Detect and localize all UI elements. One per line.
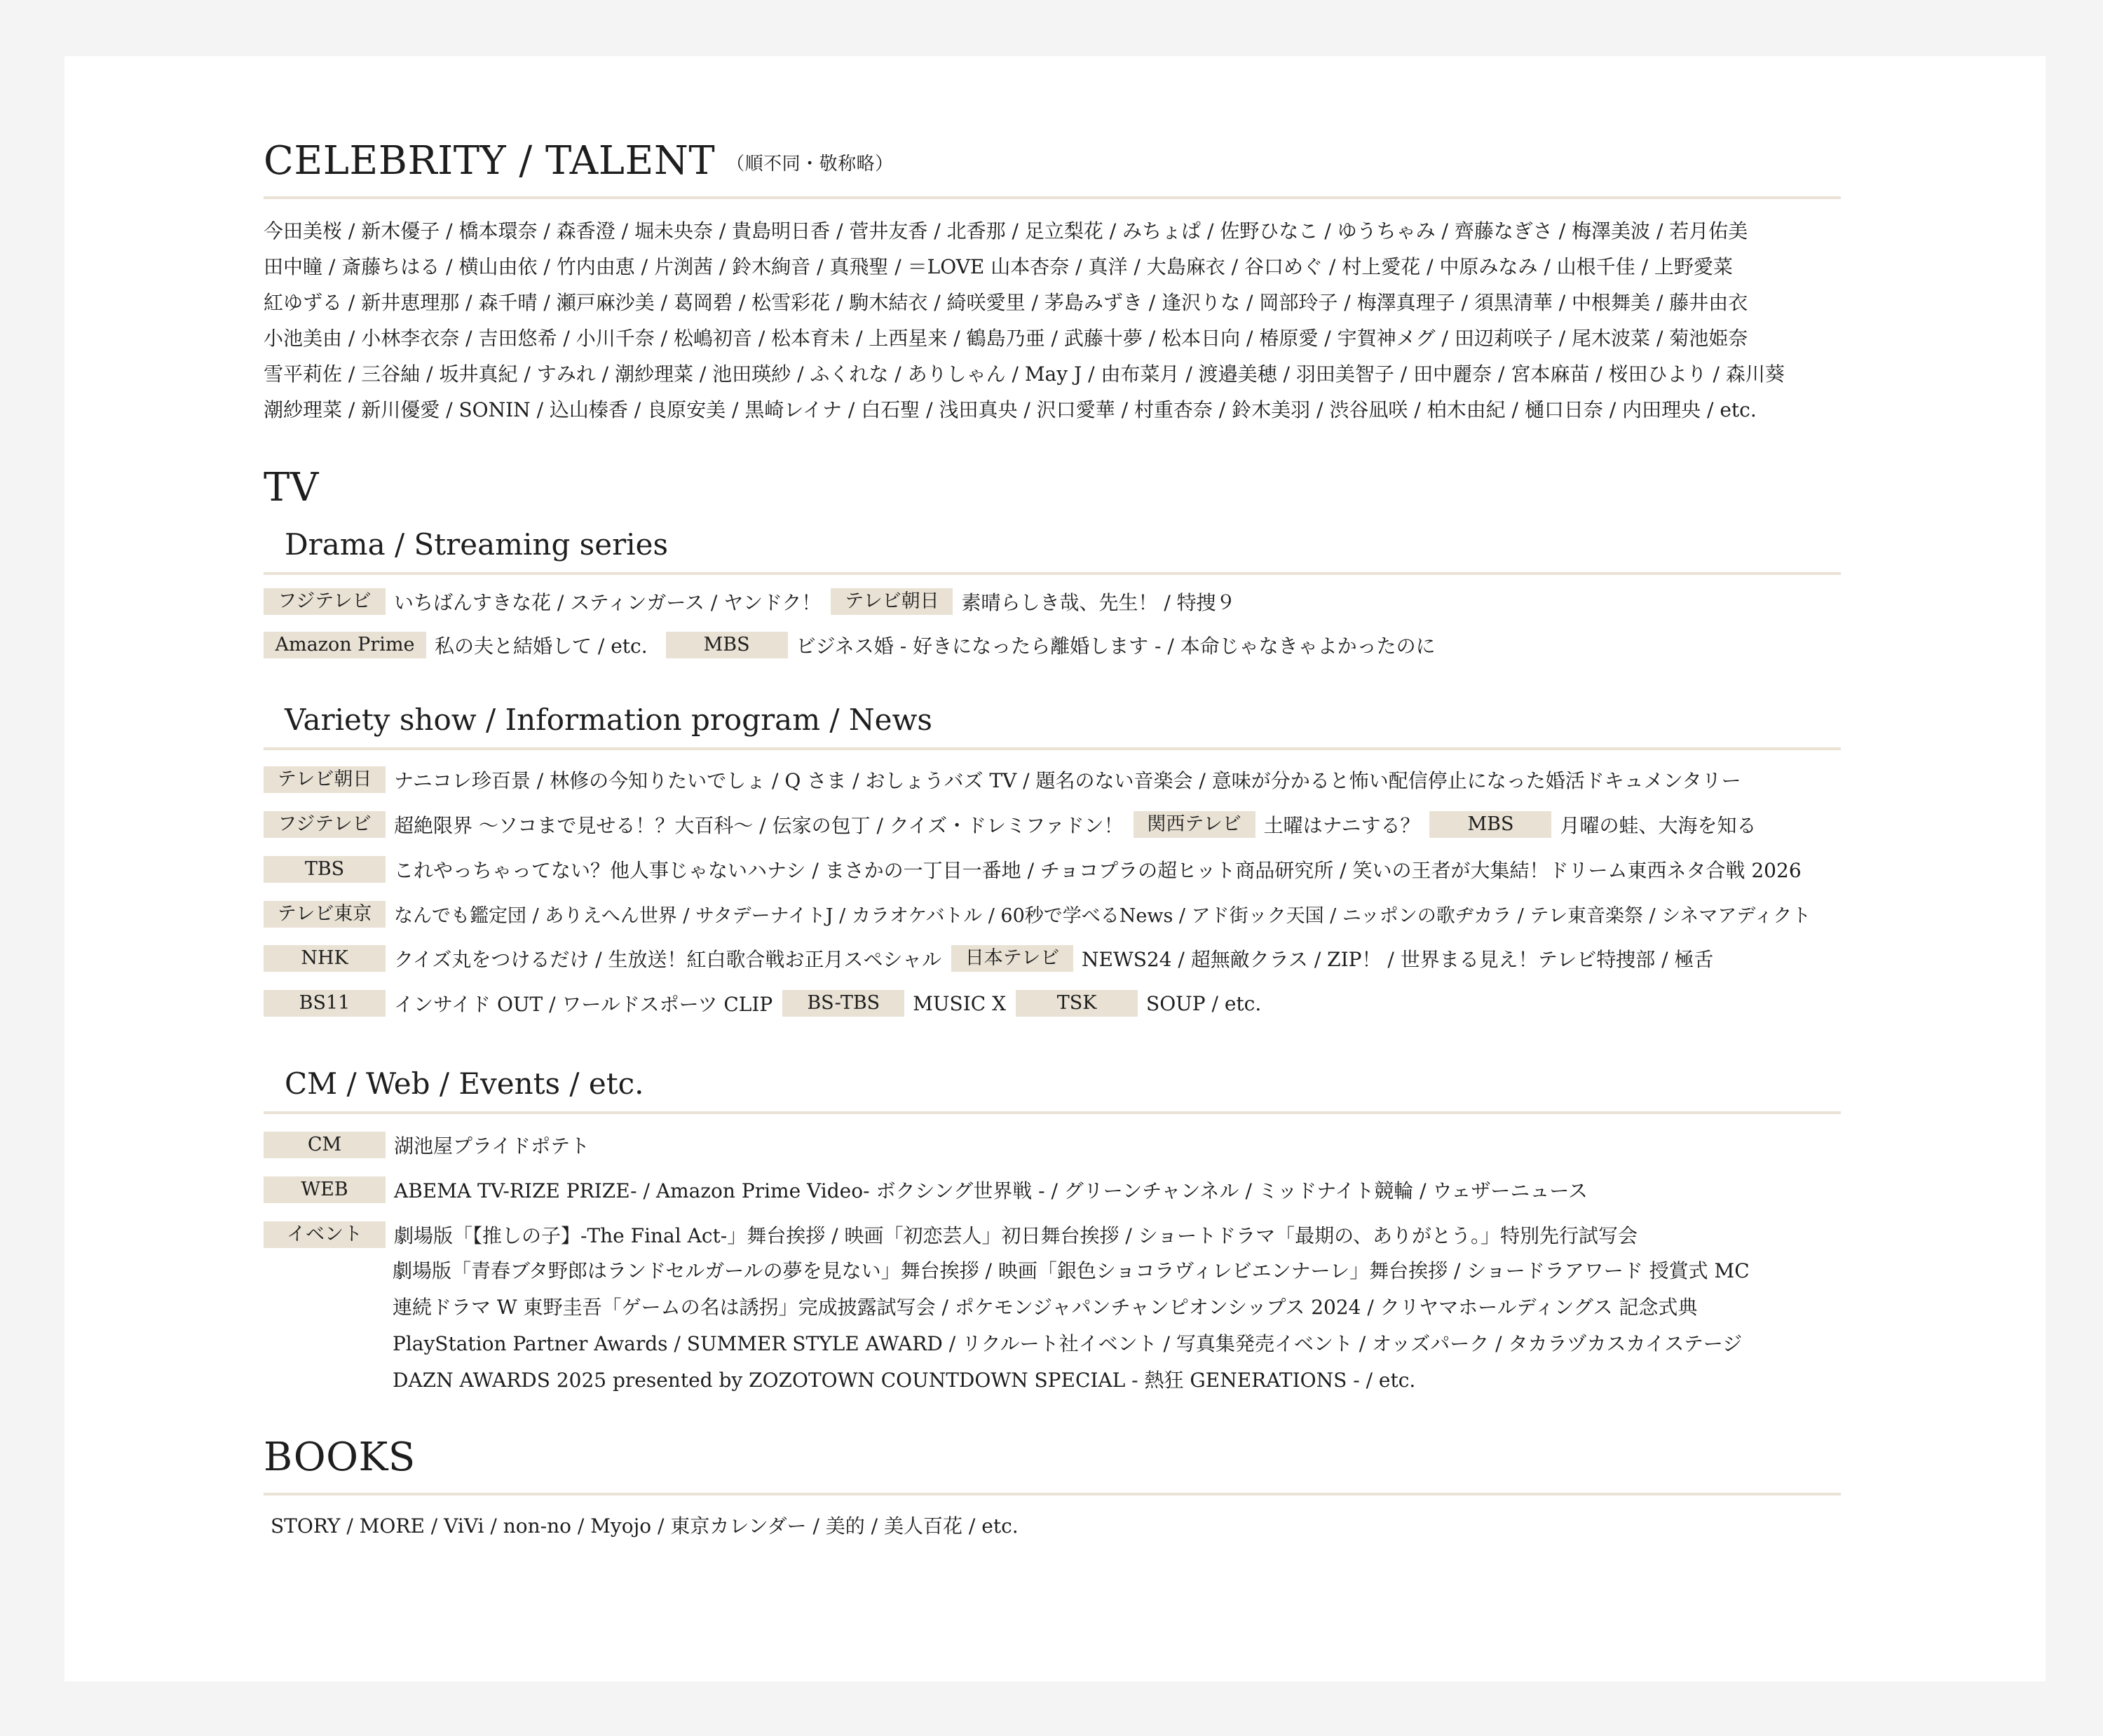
network-tag: TSK xyxy=(1016,990,1138,1017)
network-tag: BS-TBS xyxy=(782,990,904,1017)
variety-heading: Variety show / Information program / News xyxy=(285,703,932,737)
network-tag: フジテレビ xyxy=(264,588,386,615)
web-list: ABEMA TV-RIZE PRIZE- / Amazon Prime Video- ボクシング世界戦 - / グリーンチャンネル / ミッドナイト競輪 / ウェザーニュース xyxy=(394,1179,1588,1202)
network-tag: 関西テレビ xyxy=(1134,811,1255,838)
variety-row xyxy=(264,855,1911,883)
divider xyxy=(264,1493,1841,1496)
network-tag: フジテレビ xyxy=(264,811,386,838)
category-tag: イベント xyxy=(264,1221,386,1248)
program-list: ビジネス婚 - 好きになったら離婚します - / 本命じゃなきゃよかったのに xyxy=(796,635,1436,658)
web-row xyxy=(264,1176,1911,1204)
event-line: 劇場版「【推しの子】-The Final Act-」舞台挨拶 / 映画「初恋芸人」初日舞台挨拶 / ショートドラマ「最期の、ありがとう。」特別先行試写会 xyxy=(394,1224,1638,1247)
event-line: 連続ドラマ W 東野圭吾「ゲームの名は誘拐」完成披露試写会 / ポケモンジャパンチャンピオンシップス 2024 / クリヤマホールディングス 記念式典 xyxy=(393,1296,1698,1319)
network-tag: 日本テレビ xyxy=(951,945,1073,972)
network-tag: MBS xyxy=(666,632,788,658)
network-tag: Amazon Prime xyxy=(264,632,426,658)
program-list: クイズ丸をつけるだけ / 生放送！紅白歌合戦お正月スペシャル xyxy=(394,948,941,971)
event-row xyxy=(264,1221,1911,1249)
program-list: 土曜はナニする？ xyxy=(1263,814,1420,837)
program-list: なんでも鑑定団 / ありえへん世界 / サタデーナイトJ / カラオケバトル / 60秒で学べるNews / アド街ック天国 / ニッポンの歌ヂカラ / テレ東音楽祭 / シネマアディクト xyxy=(394,905,1811,927)
variety-row xyxy=(264,989,1911,1017)
network-tag: MBS xyxy=(1429,811,1551,838)
program-list: いちばんすきな花 / スティンガース / ヤンドク！ xyxy=(394,591,822,614)
network-tag: テレビ東京 xyxy=(264,901,386,928)
program-list: 超絶限界 〜ソコまで見せる！？大百科〜 / 伝家の包丁 / クイズ・ドレミファドン！ xyxy=(394,814,1124,837)
event-line: PlayStation Partner Awards / SUMMER STYLE AWARD / リクルート社イベント / 写真集発売イベント / オッズパーク / タカラヅカスカイステージ xyxy=(393,1332,1743,1355)
cm-list: 湖池屋プライドポテト xyxy=(394,1134,590,1158)
program-list: MUSIC X xyxy=(913,991,1007,1015)
network-tag: テレビ朝日 xyxy=(264,766,386,793)
celebrity-title: CELEBRITY / TALENT xyxy=(264,138,716,184)
celebrity-note: （順不同・敬称略） xyxy=(726,154,894,175)
variety-row xyxy=(264,900,1911,928)
network-tag: TBS xyxy=(264,856,386,883)
drama-heading: Drama / Streaming series xyxy=(285,527,669,562)
event-list xyxy=(393,1253,1911,1399)
divider xyxy=(264,1111,1841,1114)
cm-heading: CM / Web / Events / etc. xyxy=(285,1066,644,1101)
content-card xyxy=(64,56,2046,1681)
talent-line: 今田美桜 / 新木優子 / 橋本環奈 / 森香澄 / 堀未央奈 / 貴島明日香 / 菅井友香 / 北香那 / 足立梨花 / みちょぱ / 佐野ひなこ / ゆうちゃみ / 齊藤なぎさ / 梅澤美波 / 若月佑美 xyxy=(264,219,1748,243)
divider xyxy=(264,572,1841,575)
event-line: 劇場版「青春ブタ野郎はランドセルガールの夢を見ない」舞台挨拶 / 映画「銀色ショコラヴィレビエンナーレ」舞台挨拶 / ショードラアワード 授賞式 MC xyxy=(393,1259,1750,1282)
network-tag: NHK xyxy=(264,945,386,972)
talent-line: 潮紗理菜 / 新川優愛 / SONIN / 込山榛香 / 良原安美 / 黒崎レイナ / 白石聖 / 浅田真央 / 沢口愛華 / 村重杏奈 / 鈴木美羽 / 渋谷凪咲 / 柏木由紀 / 樋口日奈 / 内田理央 / etc. xyxy=(264,398,1757,421)
books-heading: BOOKS xyxy=(264,1435,416,1480)
main-content xyxy=(264,138,1911,1539)
program-list: これやっちゃってない？他人事じゃないハナシ / まさかの一丁目一番地 / チョコプラの超ヒット商品研究所 / 笑いの王者が大集結！ドリーム東西ネタ合戦 2026 xyxy=(394,859,1802,882)
talent-line: 田中瞳 / 斎藤ちはる / 横山由依 / 竹内由恵 / 片渕茜 / 鈴木絢音 / 真飛聖 / ＝LOVE 山本杏奈 / 真洋 / 大島麻衣 / 谷口めぐ / 村上愛花 / 中原みなみ / 山根千佳 / 上野愛菜 xyxy=(264,255,1733,278)
network-tag: BS11 xyxy=(264,990,386,1017)
cm-row xyxy=(264,1131,1911,1159)
divider xyxy=(264,747,1841,750)
category-tag: WEB xyxy=(264,1176,386,1203)
talent-line: 紅ゆずる / 新井恵理那 / 森千晴 / 瀬戸麻沙美 / 葛岡碧 / 松雪彩花 / 駒木結衣 / 綺咲愛里 / 茅島みずき / 逢沢りな / 岡部玲子 / 梅澤真理子 / 須黒清華 / 中根舞美 / 藤井由衣 xyxy=(264,291,1748,314)
network-tag: テレビ朝日 xyxy=(831,588,953,615)
talent-list xyxy=(264,213,1911,428)
drama-row xyxy=(264,631,1911,659)
program-list: 私の夫と結婚して / etc. xyxy=(435,635,648,658)
program-list: インサイド OUT / ワールドスポーツ CLIP xyxy=(394,993,773,1016)
celebrity-heading xyxy=(264,138,1911,184)
program-list: ナニコレ珍百景 / 林修の今知りたいでしょ / Q さま / おしょうバズ TV / 題名のない音楽会 / 意味が分かると怖い配信停止になった婚活ドキュメンタリー xyxy=(394,769,1741,792)
program-list: NEWS24 / 超無敵クラス / ZIP！ / 世界まる見え！テレビ特捜部 / 極舌 xyxy=(1082,948,1714,971)
program-list: SOUP / etc. xyxy=(1146,991,1262,1015)
variety-row xyxy=(264,944,1911,972)
variety-row xyxy=(264,811,1911,839)
books-list: STORY / MORE / ViVi / non-no / Myojo / 東京カレンダー / 美的 / 美人百花 / etc. xyxy=(271,1514,1019,1538)
category-tag: CM xyxy=(264,1132,386,1158)
tv-heading: TV xyxy=(264,465,319,510)
program-list: 素晴らしき哉、先生！ / 特捜９ xyxy=(961,591,1236,614)
program-list: 月曜の蛙、大海を知る xyxy=(1560,814,1757,837)
variety-row xyxy=(264,766,1911,794)
talent-line: 雪平莉佐 / 三谷紬 / 坂井真紀 / すみれ / 潮紗理菜 / 池田瑛紗 / ふくれな / ありしゃん / May J / 由布菜月 / 渡邉美穂 / 羽田美智子 / 田中麗奈 / 宮本麻苗 / 桜田ひより / 森川葵 xyxy=(264,362,1785,386)
event-line: DAZN AWARDS 2025 presented by ZOZOTOWN COUNTDOWN SPECIAL - 熱狂 GENERATIONS - / etc. xyxy=(393,1369,1416,1392)
drama-row xyxy=(264,588,1911,616)
divider xyxy=(264,196,1841,199)
talent-line: 小池美由 / 小林李衣奈 / 吉田悠希 / 小川千奈 / 松嶋初音 / 松本育未 / 上西星来 / 鶴島乃亜 / 武藤十夢 / 松本日向 / 椿原愛 / 宇賀神メグ / 田辺莉咲子 / 尾木波菜 / 菊池姫奈 xyxy=(264,327,1748,350)
